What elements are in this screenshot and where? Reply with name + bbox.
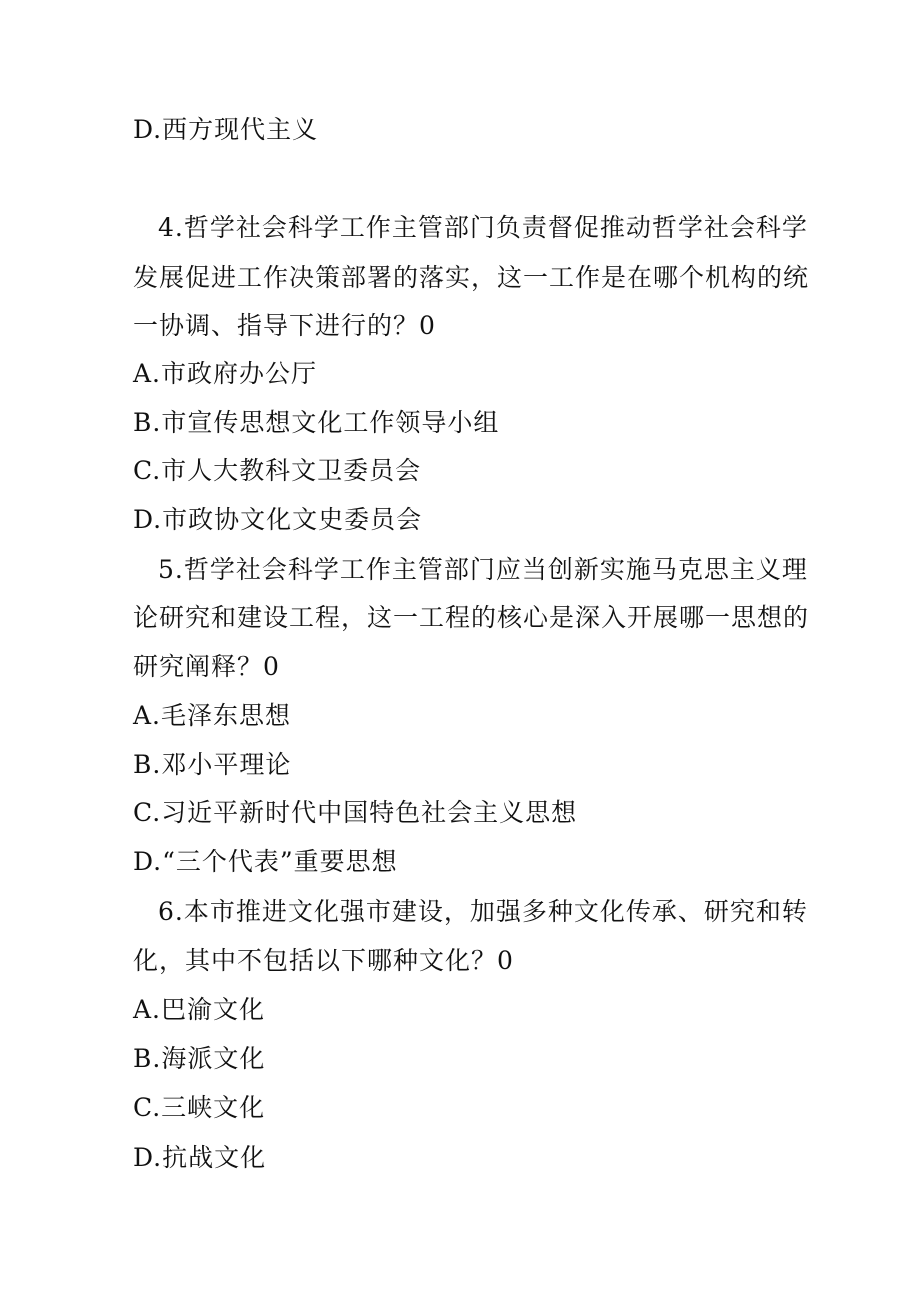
prev-option-d: D.西方现代主义 <box>133 115 319 144</box>
question-4-option-b: B.市宣传思想文化工作领导小组 <box>133 408 500 437</box>
question-4-option-a: A.市政府办公厅 <box>133 359 318 388</box>
question-5-option-d: D.“三个代表”重要思想 <box>133 847 398 876</box>
question-4-option-d: D.市政协文化文史委员会 <box>133 505 423 534</box>
question-5-line-3: 研究阐释？0 <box>133 652 280 681</box>
question-4-line-2: 发展促进工作决策部署的落实，这一工作是在哪个机构的统 <box>133 263 810 292</box>
question-6-option-d: D.抗战文化 <box>133 1143 267 1172</box>
question-5-line-2: 论研究和建设工程，这一工程的核心是深入开展哪一思想的 <box>133 603 810 632</box>
question-6-option-a: A.巴渝文化 <box>133 995 266 1024</box>
question-5-option-a: A.毛泽东思想 <box>133 701 292 730</box>
question-6-line-1: 6.本市推进文化强市建设，加强多种文化传承、研究和转 <box>158 897 808 926</box>
question-4-line-1: 4.哲学社会科学工作主管部门负责督促推动哲学社会科学 <box>158 213 808 242</box>
question-4-option-c: C.市人大教科文卫委员会 <box>133 456 422 485</box>
question-6-line-2: 化，其中不包括以下哪种文化？0 <box>133 946 514 975</box>
question-6-option-b: B.海派文化 <box>133 1044 266 1073</box>
question-5-option-c: C.习近平新时代中国特色社会主义思想 <box>133 798 578 827</box>
question-5-option-b: B.邓小平理论 <box>133 750 292 779</box>
question-6-option-c: C.三峡文化 <box>133 1093 266 1122</box>
question-5-line-1: 5.哲学社会科学工作主管部门应当创新实施马克思主义理 <box>158 555 808 584</box>
question-4-line-3: 一协调、指导下进行的？0 <box>133 311 436 340</box>
